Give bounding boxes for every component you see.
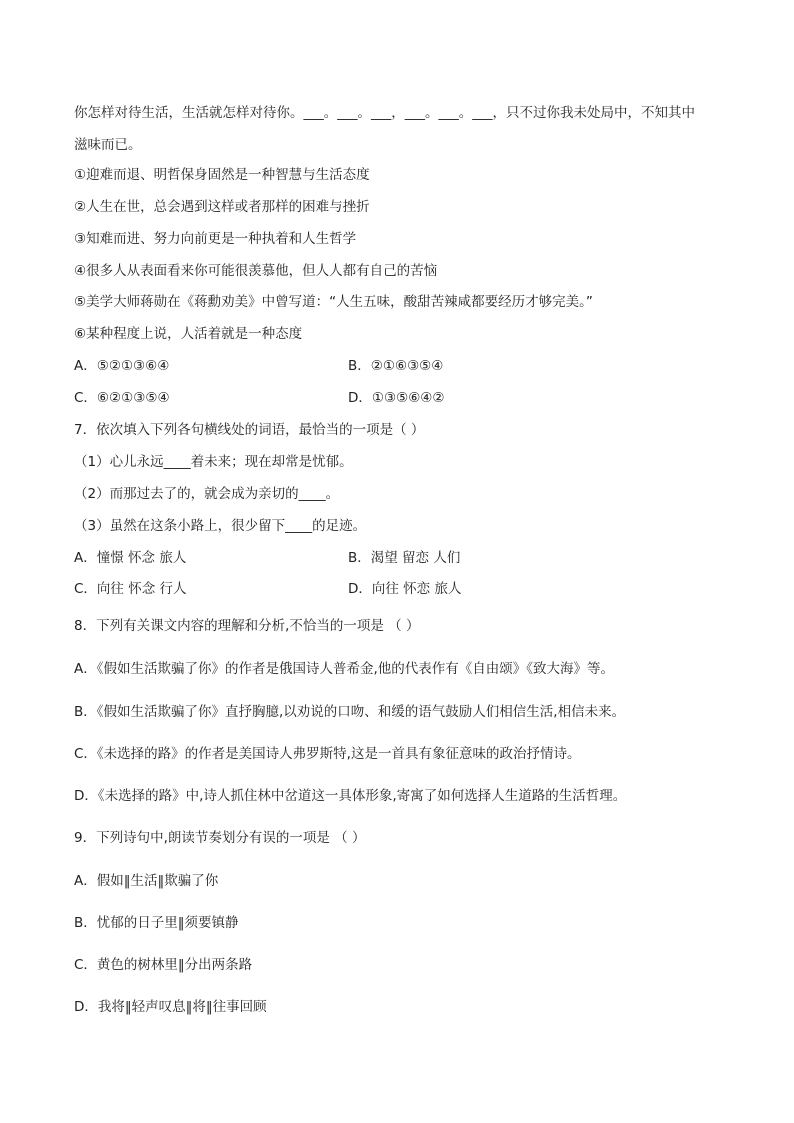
q6-sentence-6: ⑥某种程度上说，人活着就是一种态度 — [74, 326, 303, 342]
q9-stem: 9．下列诗句中,朗读节奏划分有误的一项是 （ ） — [74, 830, 366, 846]
q8-option-a[interactable]: A．《假如生活欺骗了你》的作者是俄国诗人普希金,他的代表作有《自由颂》《致大海》等。 — [74, 661, 615, 677]
q6-sentence-3: ③知难而进、努力向前更是一种执着和人生哲学 — [74, 231, 357, 247]
q6-stem-line1: 你怎样对待生活，生活就怎样对待你。___。___。___，___。___。___，只不过你我未处局中，不知其中 — [74, 105, 695, 121]
q7-option-b[interactable]: B．渴望 留恋 人们 — [348, 550, 461, 566]
q7-item-1: （1）心儿永远____着未来；现在却常是忧郁。 — [74, 454, 353, 470]
q7-options-row-2 — [74, 580, 734, 598]
q8-option-b[interactable]: B．《假如生活欺骗了你》直抒胸臆,以劝说的口吻、和缓的语气鼓励人们相信生活,相信未来。 — [74, 704, 626, 720]
q7-stem: 7．依次填入下列各句横线处的词语，最恰当的一项是（ ） — [74, 422, 425, 438]
q6-option-d[interactable]: D．①③⑤⑥④② — [348, 390, 445, 406]
q8-stem: 8．下列有关课文内容的理解和分析,不恰当的一项是 （ ） — [74, 618, 420, 634]
q9-option-a[interactable]: A．假如‖生活‖欺骗了你 — [74, 873, 219, 889]
q6-sentence-1: ①迎难而退、明哲保身固然是一种智慧与生活态度 — [74, 167, 370, 183]
q6-sentence-5: ⑤美学大师蒋勋在《蒋勳劝美》中曾写道：“人生五味，酸甜苦辣咸都要经历才够完美。” — [74, 294, 593, 310]
q7-options-row-1 — [74, 549, 734, 567]
q6-sentence-4: ④很多人从表面看来你可能很羡慕他，但人人都有自己的苦恼 — [74, 263, 438, 279]
q9-option-c[interactable]: C．黄色的树林里‖分出两条路 — [74, 957, 253, 973]
q9-option-b[interactable]: B．忧郁的日子里‖须要镇静 — [74, 915, 239, 931]
q7-item-3: （3）虽然在这条小路上，很少留下____的足迹。 — [74, 518, 367, 534]
q8-option-c[interactable]: C．《未选择的路》的作者是美国诗人弗罗斯特,这是一首具有象征意味的政治抒情诗。 — [74, 746, 581, 762]
q9-option-d[interactable]: D．我将‖轻声叹息‖将‖往事回顾 — [74, 999, 267, 1015]
q7-option-d[interactable]: D．向往 怀恋 旅人 — [348, 581, 462, 597]
q6-option-b[interactable]: B．②①⑥③⑤④ — [348, 358, 444, 374]
q6-option-c[interactable]: C．⑥②①③⑤④ — [74, 390, 170, 406]
q6-options-row-1 — [74, 357, 734, 375]
q7-option-c[interactable]: C．向往 怀念 行人 — [74, 581, 187, 597]
q6-stem-line2: 滋味而已。 — [74, 137, 142, 153]
q6-options-row-2 — [74, 389, 734, 407]
q6-option-a[interactable]: A．⑤②①③⑥④ — [74, 358, 170, 374]
q8-option-d[interactable]: D．《未选择的路》中,诗人抓住林中岔道这一具体形象,寄寓了如何选择人生道路的生活哲理。 — [74, 788, 627, 804]
q6-sentence-2: ②人生在世，总会遇到这样或者那样的困难与挫折 — [74, 199, 370, 215]
q7-option-a[interactable]: A．憧憬 怀念 旅人 — [74, 550, 187, 566]
q7-item-2: （2）而那过去了的，就会成为亲切的____。 — [74, 486, 340, 502]
